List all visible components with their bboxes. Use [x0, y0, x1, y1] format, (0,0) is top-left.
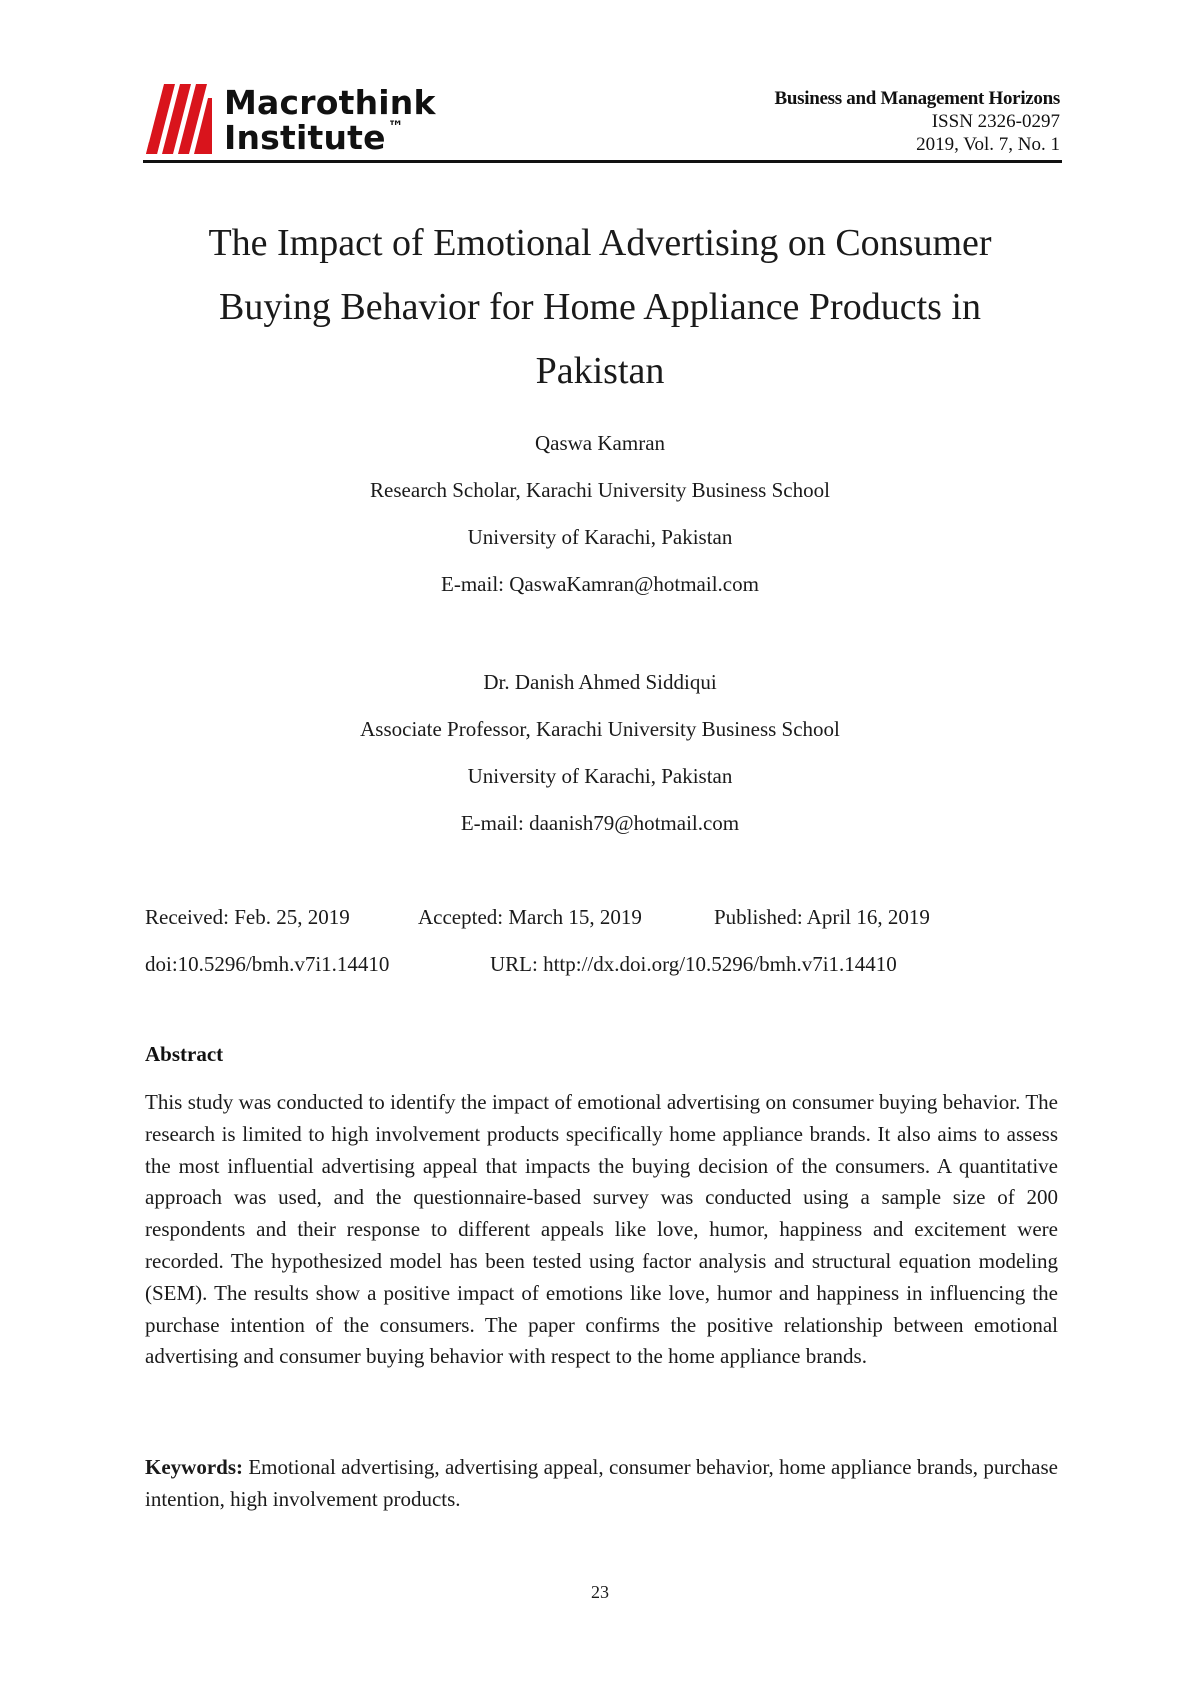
author-affiliation: University of Karachi, Pakistan — [467, 764, 733, 788]
header-divider — [143, 160, 1062, 163]
author-position: Associate Professor, Karachi University Business School — [360, 717, 840, 741]
logo-line1: Macrothink — [224, 83, 436, 122]
title-line-3: Pakistan — [535, 350, 665, 392]
logo-trademark: ™ — [387, 117, 404, 136]
keywords — [145, 1452, 1058, 1516]
paper-title — [150, 211, 1050, 403]
macrothink-logo — [146, 83, 466, 157]
journal-issn: ISSN 2326-0297 — [931, 111, 1060, 132]
doi-row — [145, 941, 897, 988]
keywords-text: Emotional advertising, advertising appeal, consumer behavior, home appliance brands, purchase intention, high involvement products. — [145, 1455, 1058, 1511]
abstract-heading: Abstract — [145, 1042, 224, 1066]
author-name: Qaswa Kamran — [534, 431, 666, 455]
journal-volume: 2019, Vol. 7, No. 1 — [916, 134, 1060, 155]
author-name: Dr. Danish Ahmed Siddiqui — [483, 670, 717, 694]
author-affiliation: University of Karachi, Pakistan — [467, 525, 733, 549]
title-line-2: Buying Behavior for Home Appliance Products in — [219, 286, 981, 328]
published-date: Published: April 16, 2019 — [714, 905, 930, 929]
received-date: Received: Feb. 25, 2019 — [145, 905, 350, 929]
title-line-1: The Impact of Emotional Advertising on Consumer — [208, 222, 992, 264]
author-block-2 — [150, 659, 1050, 847]
logo-line2: Institute — [224, 118, 386, 157]
journal-name: Business and Management Horizons — [774, 88, 1060, 109]
author-email: E-mail: QaswaKamran@hotmail.com — [441, 572, 759, 596]
logo-wordmark — [224, 83, 436, 157]
author-position: Research Scholar, Karachi University Business School — [370, 478, 830, 502]
abstract-body: This study was conducted to identify the impact of emotional advertising on consumer buying behavior. The research is limited to high involvement products specifically home appliance brands. It also aims to assess the most influential advertising appeal that impacts the buying decision of the consumers. A quantitative approach was used, and the questionnaire-based survey was conducted using a sample size of 200 respondents and their response to different appeals like love, humor, happiness and excitement were recorded. The hypothesized model has been tested using factor analysis and structural equation modeling (SEM). The results show a positive impact of emotions like love, humor and happiness in influencing the purchase intention of the consumers. The paper confirms the positive relationship between emotional advertising and consumer buying behavior with respect to the home appliance brands. — [145, 1090, 1058, 1369]
author-block-1 — [150, 420, 1050, 608]
page-number: 23 — [591, 1582, 609, 1602]
keywords-label: Keywords: — [145, 1455, 243, 1479]
article-url[interactable]: URL: http://dx.doi.org/10.5296/bmh.v7i1.14410 — [490, 952, 897, 976]
publication-dates — [145, 894, 930, 941]
journal-info — [775, 87, 1060, 156]
doi: doi:10.5296/bmh.v7i1.14410 — [145, 952, 390, 976]
macrothink-logo-mark-icon — [146, 84, 222, 154]
accepted-date: Accepted: March 15, 2019 — [418, 905, 642, 929]
author-email: E-mail: daanish79@hotmail.com — [460, 811, 740, 835]
